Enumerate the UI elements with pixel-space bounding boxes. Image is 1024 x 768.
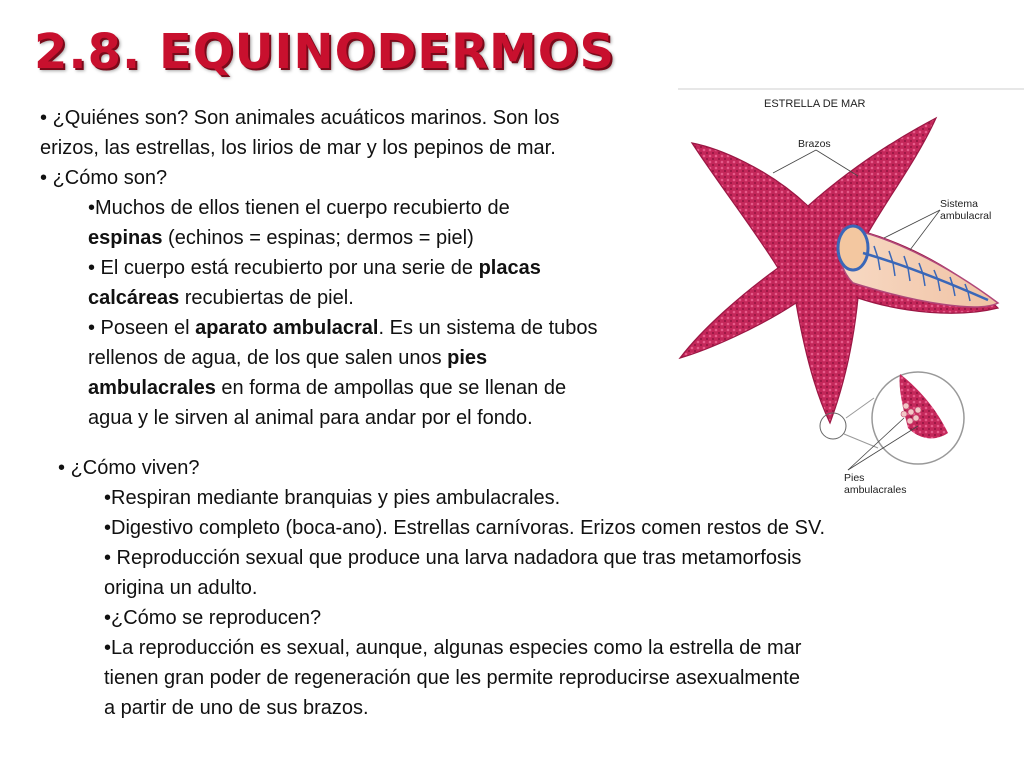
intro-line-2: erizos, las estrellas, los lirios de mar y los pepinos de mar. xyxy=(40,137,556,159)
como-viven-line: origina un adulto. xyxy=(104,577,258,599)
como-son-item-3a: • Poseen el aparato ambulacral. Es un sistema de tubos xyxy=(88,317,598,339)
label-brazos: Brazos xyxy=(798,138,831,150)
como-viven-line: tienen gran poder de regeneración que les permite reproducirse asexualmente xyxy=(104,667,800,689)
starfish-illustration xyxy=(678,88,1024,498)
como-viven-line: •Respiran mediante branquias y pies ambulacrales. xyxy=(104,487,561,509)
como-son-block xyxy=(88,193,678,433)
starfish-figure xyxy=(678,88,1024,498)
label-sistema-ambulacral-2: ambulacral xyxy=(940,210,992,222)
label-pies-ambulacrales-1: Pies xyxy=(844,472,865,484)
bullet: • xyxy=(40,167,48,189)
como-viven-line: •La reproducción es sexual, aunque, algunas especies como la estrella de mar xyxy=(104,637,802,659)
como-son-item-2b: calcáreas recubiertas de piel. xyxy=(88,287,354,309)
bullet: • xyxy=(58,457,66,479)
label-sistema-ambulacral-1: Sistema xyxy=(940,198,978,210)
como-viven-line: •¿Cómo se reproducen? xyxy=(104,607,322,629)
slide-title: 2.8. EQUINODERMOS xyxy=(34,24,616,80)
como-son-item-3d: agua y le sirven al animal para andar por el fondo. xyxy=(88,407,533,429)
figure-heading: ESTRELLA DE MAR xyxy=(764,98,866,110)
como-viven-heading: • ¿Cómo viven? xyxy=(58,457,200,479)
intro-line-1: • ¿Quiénes son? Son animales acuáticos marinos. Son los xyxy=(40,107,560,129)
como-viven-line: a partir de uno de sus brazos. xyxy=(104,697,369,719)
como-son-item-1b: espinas (echinos = espinas; dermos = piel) xyxy=(88,227,474,249)
como-son-item-3c: ambulacrales en forma de ampollas que se llenan de xyxy=(88,377,567,399)
bullet: • xyxy=(40,107,48,129)
como-son-item-2a: • El cuerpo está recubierto por una serie de placas xyxy=(88,257,541,279)
como-viven-line: •Digestivo completo (boca-ano). Estrellas carnívoras. Erizos comen restos de SV. xyxy=(104,517,826,539)
label-pies-ambulacrales-2: ambulacrales xyxy=(844,484,907,496)
como-viven-line: • Reproducción sexual que produce una larva nadadora que tras metamorfosis xyxy=(104,547,802,569)
intro-line-3: • ¿Cómo son? xyxy=(40,167,168,189)
como-son-item-3b: rellenos de agua, de los que salen unos pies xyxy=(88,347,488,369)
como-viven-block xyxy=(104,483,984,723)
como-son-item-1a: •Muchos de ellos tienen el cuerpo recubierto de xyxy=(88,197,510,219)
intro-block xyxy=(40,103,670,193)
